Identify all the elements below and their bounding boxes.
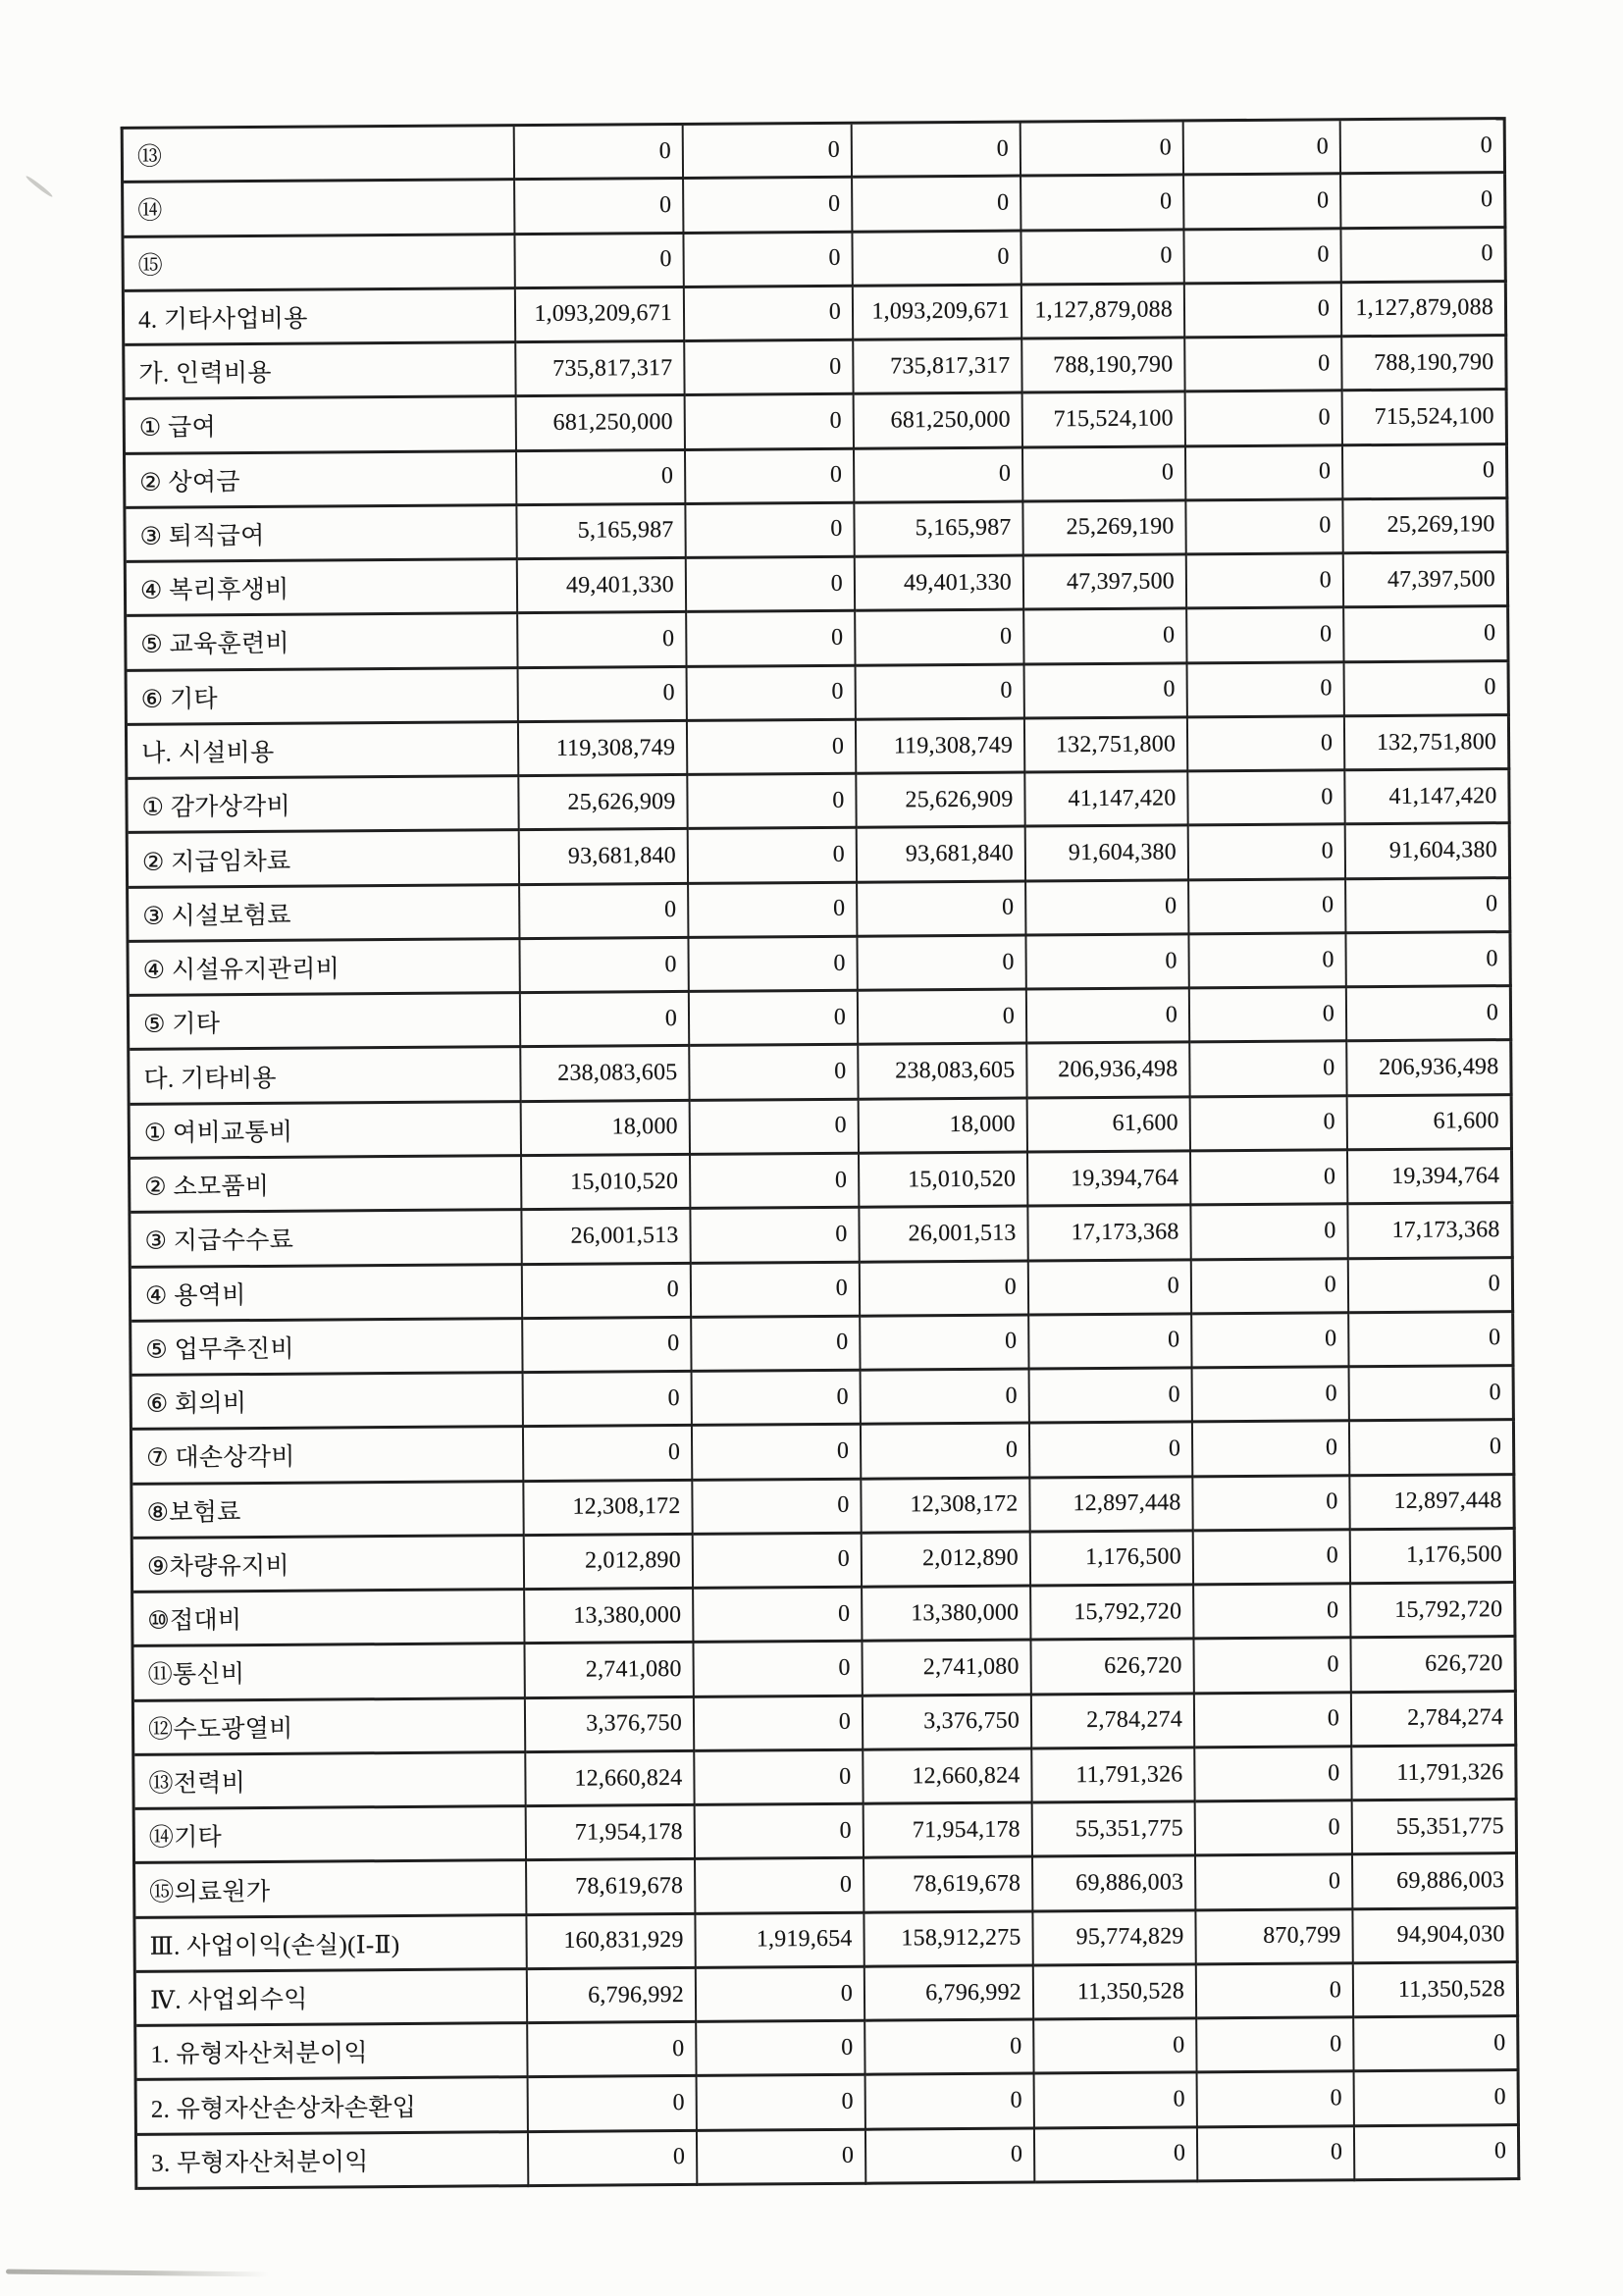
value-cell: 91,604,380 (1346, 824, 1511, 879)
value-cell: 0 (687, 558, 856, 613)
value-cell: 15,792,720 (1031, 1586, 1194, 1641)
value-cell: 1,127,879,088 (1342, 283, 1507, 338)
table-wrapper (121, 117, 1521, 2190)
value-cell: 61,600 (1348, 1096, 1513, 1151)
value-cell: 25,269,190 (1023, 501, 1186, 556)
value-cell: 11,350,528 (1034, 1965, 1197, 2020)
value-cell: 0 (1186, 392, 1343, 447)
value-cell: 11,791,326 (1352, 1747, 1517, 1801)
value-cell: 93,681,840 (520, 830, 689, 885)
value-cell: 0 (692, 1317, 861, 1372)
row-label-cell: ③ 시설보험료 (129, 886, 520, 943)
financial-table (121, 117, 1521, 2190)
value-cell: 0 (689, 938, 858, 993)
row-label-cell: ⑥ 회의비 (132, 1374, 524, 1431)
value-cell: 238,083,605 (859, 1045, 1027, 1100)
value-cell: 0 (1026, 935, 1189, 990)
value-cell: 0 (693, 1426, 862, 1481)
value-cell: 0 (524, 1373, 693, 1428)
value-cell: 626,720 (1031, 1641, 1194, 1696)
row-label-cell: ⑤ 기타 (130, 994, 521, 1051)
value-cell: 160,831,929 (527, 1915, 696, 1970)
value-cell: 0 (1035, 2128, 1198, 2183)
value-cell: 12,897,448 (1350, 1476, 1515, 1531)
value-cell: 0 (1196, 1856, 1353, 1911)
value-cell: 0 (688, 721, 857, 776)
value-cell: 0 (858, 936, 1026, 991)
value-cell: 0 (528, 2023, 697, 2078)
row-label-cell: ⑬ (124, 127, 515, 183)
value-cell: 0 (1186, 500, 1343, 555)
value-cell: 91,604,380 (1026, 827, 1189, 882)
value-cell: 25,269,190 (1343, 499, 1508, 554)
value-cell: 19,394,764 (1028, 1152, 1191, 1207)
row-label-cell: ⑭기타 (135, 1807, 527, 1864)
value-cell: 158,912,275 (864, 1912, 1033, 1967)
value-cell: 69,886,003 (1353, 1854, 1518, 1909)
row-label-cell: 나. 시설비용 (128, 723, 519, 780)
value-cell: 17,173,368 (1348, 1204, 1513, 1259)
value-cell: 0 (523, 1319, 692, 1374)
value-cell: 0 (857, 665, 1025, 720)
value-cell: 1,093,209,671 (854, 286, 1022, 340)
value-cell: 0 (1355, 2126, 1520, 2181)
value-cell: 41,147,420 (1025, 773, 1188, 828)
value-cell: 0 (861, 1262, 1029, 1317)
value-cell: 25,626,909 (519, 776, 688, 831)
value-cell: 0 (684, 125, 853, 180)
value-cell: 94,904,030 (1353, 1909, 1518, 1964)
value-cell: 0 (1341, 229, 1506, 284)
value-cell: 55,351,775 (1033, 1803, 1196, 1858)
value-cell: 0 (1030, 1369, 1193, 1424)
value-cell: 0 (696, 1805, 864, 1860)
value-cell: 0 (1035, 2074, 1198, 2129)
value-cell: 0 (686, 504, 855, 559)
value-cell: 71,954,178 (527, 1806, 696, 1861)
value-cell: 0 (865, 2021, 1034, 2076)
value-cell: 0 (694, 1589, 863, 1644)
value-cell: 41,147,420 (1345, 770, 1510, 825)
value-cell: 0 (698, 2076, 866, 2131)
value-cell: 2,784,274 (1032, 1695, 1195, 1749)
value-cell: 0 (1187, 609, 1344, 664)
value-cell: 0 (1185, 284, 1342, 339)
value-cell: 715,524,100 (1343, 391, 1508, 445)
value-cell: 0 (1343, 445, 1508, 500)
value-cell: 626,720 (1351, 1638, 1516, 1693)
value-cell: 0 (519, 668, 688, 723)
value-cell: 15,010,520 (522, 1156, 691, 1211)
row-label-cell: ⑮의료원가 (135, 1862, 527, 1919)
value-cell: 0 (1021, 231, 1184, 286)
value-cell: 0 (1354, 2017, 1519, 2072)
value-cell: 47,397,500 (1024, 555, 1187, 610)
row-label-cell: Ⅳ. 사업외수익 (136, 1970, 528, 2027)
value-cell: 0 (521, 993, 690, 1048)
value-cell: 0 (520, 885, 689, 940)
value-cell: 0 (517, 451, 686, 506)
value-cell: 13,380,000 (525, 1590, 694, 1644)
value-cell: 119,308,749 (857, 719, 1025, 774)
value-cell: 0 (515, 234, 684, 288)
value-cell: 0 (695, 1751, 864, 1806)
value-cell: 0 (1197, 1964, 1354, 2019)
value-cell: 0 (691, 1209, 860, 1264)
row-label-cell: 1. 유형자산처분이익 (136, 2024, 528, 2081)
row-label-cell: Ⅲ. 사업이익(손실)(Ⅰ-Ⅱ) (135, 1916, 527, 1973)
row-label-cell: ⑪통신비 (133, 1644, 525, 1701)
value-cell: 0 (1190, 988, 1347, 1043)
value-cell: 715,524,100 (1023, 393, 1186, 448)
value-cell: 0 (529, 2132, 698, 2187)
value-cell: 15,010,520 (860, 1154, 1028, 1209)
value-cell: 11,791,326 (1032, 1748, 1195, 1803)
row-label-cell: ⑩접대비 (133, 1591, 525, 1647)
value-cell: 0 (1350, 1421, 1515, 1476)
value-cell: 12,308,172 (524, 1481, 693, 1536)
value-cell: 0 (1194, 1640, 1351, 1695)
value-cell: 15,792,720 (1351, 1584, 1516, 1639)
value-cell: 0 (1184, 121, 1341, 176)
value-cell: 0 (1191, 1205, 1348, 1260)
value-cell: 0 (685, 341, 854, 396)
value-cell: 0 (858, 882, 1026, 937)
value-cell: 2,741,080 (525, 1644, 694, 1698)
row-label-cell: 가. 인력비용 (125, 343, 516, 400)
value-cell: 55,351,775 (1353, 1800, 1518, 1855)
value-cell: 0 (1026, 881, 1189, 936)
value-cell: 47,397,500 (1344, 553, 1509, 608)
row-label-cell: ② 소모품비 (131, 1157, 522, 1214)
value-cell: 95,774,829 (1033, 1911, 1196, 1966)
row-label-cell: ⑮ (124, 235, 515, 292)
value-cell: 0 (684, 233, 853, 287)
value-cell: 12,660,824 (864, 1749, 1032, 1804)
row-label-cell: ⑬전력비 (134, 1753, 526, 1810)
value-cell: 0 (1192, 1260, 1349, 1315)
value-cell: 0 (691, 1155, 860, 1210)
value-cell: 0 (1349, 1313, 1514, 1368)
value-cell: 0 (861, 1316, 1029, 1371)
value-cell: 0 (698, 2130, 866, 2185)
value-cell: 0 (686, 395, 855, 450)
value-cell: 0 (1024, 610, 1187, 665)
row-label-cell: 다. 기타비용 (130, 1049, 521, 1106)
value-cell: 0 (1192, 1314, 1349, 1369)
row-label-cell: 2. 유형자산손상차손환입 (137, 2079, 529, 2136)
value-cell: 0 (862, 1425, 1030, 1480)
value-cell: 0 (1184, 176, 1341, 231)
value-cell: 0 (688, 666, 857, 721)
value-cell: 0 (853, 124, 1021, 179)
value-cell: 0 (688, 775, 857, 830)
row-label-cell: ① 여비교통비 (131, 1103, 522, 1160)
value-cell: 0 (1350, 1367, 1515, 1422)
value-cell: 12,308,172 (862, 1479, 1030, 1534)
value-cell: 12,660,824 (526, 1752, 695, 1807)
value-cell: 26,001,513 (860, 1208, 1028, 1263)
value-cell: 2,784,274 (1352, 1693, 1517, 1748)
value-cell: 0 (1198, 2073, 1355, 2128)
value-cell: 0 (866, 2129, 1035, 2184)
value-cell: 0 (862, 1371, 1030, 1426)
row-label-cell: ⑫수도광열비 (134, 1699, 526, 1756)
value-cell: 93,681,840 (858, 828, 1026, 883)
value-cell: 0 (684, 179, 853, 234)
value-cell: 0 (685, 287, 854, 342)
value-cell: 735,817,317 (854, 340, 1022, 395)
value-cell: 0 (853, 178, 1021, 233)
value-cell: 0 (696, 1859, 864, 1914)
value-cell: 1,176,500 (1351, 1530, 1516, 1585)
value-cell: 25,626,909 (857, 774, 1025, 829)
value-cell: 0 (694, 1535, 863, 1590)
value-cell: 0 (1347, 987, 1512, 1042)
value-cell: 0 (1184, 230, 1341, 285)
value-cell: 6,796,992 (528, 1969, 697, 2024)
value-cell: 78,619,678 (527, 1860, 696, 1915)
value-cell: 1,093,209,671 (516, 288, 685, 343)
value-cell: 0 (1198, 2127, 1355, 2182)
row-label-cell: ⑭ (124, 181, 515, 237)
value-cell: 2,012,890 (525, 1536, 694, 1591)
value-cell: 2,012,890 (863, 1533, 1031, 1588)
scan-artifact-page-edge (6, 2270, 269, 2277)
value-cell: 0 (690, 992, 859, 1047)
value-cell: 18,000 (860, 1099, 1028, 1154)
value-cell: 0 (1021, 122, 1184, 177)
value-cell: 0 (515, 126, 684, 181)
value-cell: 870,799 (1196, 1910, 1353, 1965)
value-cell: 0 (692, 1263, 861, 1318)
row-label-cell: ⑦ 대손상각비 (132, 1428, 524, 1485)
value-cell: 78,619,678 (864, 1858, 1033, 1913)
value-cell: 132,751,800 (1025, 718, 1188, 773)
value-cell: 0 (1034, 2020, 1197, 2075)
value-cell: 788,190,790 (1342, 337, 1507, 391)
value-cell: 5,165,987 (855, 502, 1023, 557)
value-cell: 0 (518, 613, 687, 668)
value-cell: 0 (697, 1968, 865, 2023)
value-cell: 61,600 (1028, 1098, 1191, 1153)
row-label-cell: ④ 용역비 (131, 1266, 523, 1323)
row-label-cell: ⑥ 기타 (128, 669, 519, 726)
value-cell: 0 (1197, 2018, 1354, 2073)
value-cell: 0 (1189, 826, 1346, 881)
value-cell: 11,350,528 (1354, 1963, 1519, 2018)
value-cell: 18,000 (522, 1102, 691, 1157)
value-cell: 0 (1185, 338, 1342, 392)
value-cell: 26,001,513 (522, 1210, 691, 1265)
value-cell: 0 (1194, 1585, 1351, 1640)
value-cell: 0 (694, 1643, 863, 1697)
value-cell: 0 (686, 449, 855, 504)
value-cell: 681,250,000 (855, 394, 1023, 449)
value-cell: 0 (1346, 933, 1511, 988)
value-cell: 6,796,992 (865, 1966, 1034, 2021)
value-cell: 0 (523, 1264, 692, 1319)
value-cell: 0 (691, 1100, 860, 1155)
value-cell: 735,817,317 (516, 342, 685, 397)
value-cell: 13,380,000 (863, 1588, 1031, 1643)
row-label-cell: ④ 시설유지관리비 (129, 940, 520, 997)
value-cell: 69,886,003 (1033, 1857, 1196, 1912)
value-cell: 0 (1188, 663, 1345, 718)
value-cell: 0 (689, 829, 858, 884)
value-cell: 0 (695, 1696, 864, 1751)
value-cell: 5,165,987 (517, 505, 686, 560)
row-label-cell: ③ 지급수수료 (131, 1211, 522, 1268)
value-cell: 0 (1345, 662, 1510, 717)
value-cell: 0 (1194, 1531, 1351, 1586)
value-cell: 0 (1341, 120, 1506, 175)
value-cell: 0 (1346, 879, 1511, 934)
row-label-cell: ② 지급임차료 (129, 832, 520, 889)
value-cell: 17,173,368 (1028, 1207, 1191, 1262)
value-cell: 0 (1187, 554, 1344, 609)
value-cell: 0 (855, 448, 1023, 503)
value-cell: 1,127,879,088 (1022, 285, 1185, 339)
row-label-cell: ③ 퇴직급여 (126, 506, 517, 563)
value-cell: 0 (693, 1372, 862, 1427)
value-cell: 0 (866, 2075, 1035, 2130)
value-cell: 132,751,800 (1345, 716, 1510, 771)
value-cell: 3,376,750 (864, 1696, 1032, 1750)
value-cell: 0 (1344, 607, 1509, 662)
value-cell: 12,897,448 (1030, 1478, 1193, 1533)
value-cell: 0 (524, 1427, 693, 1482)
row-label-cell: ⑧보험료 (132, 1483, 524, 1539)
value-cell: 0 (693, 1480, 862, 1535)
row-label-cell: 4. 기타사업비용 (125, 289, 516, 346)
value-cell: 0 (1355, 2072, 1520, 2127)
value-cell: 3,376,750 (526, 1698, 695, 1753)
value-cell: 0 (1191, 1151, 1348, 1206)
row-label-cell: ① 감가상각비 (128, 777, 519, 834)
value-cell: 0 (1341, 174, 1506, 229)
row-label-cell: 3. 무형자산처분이익 (137, 2133, 529, 2190)
value-cell: 71,954,178 (864, 1804, 1033, 1859)
value-cell: 0 (515, 180, 684, 235)
value-cell: 0 (1349, 1259, 1514, 1314)
value-cell: 2,741,080 (863, 1642, 1031, 1696)
value-cell: 0 (1027, 990, 1190, 1045)
value-cell: 0 (1195, 1748, 1352, 1802)
value-cell: 0 (1195, 1694, 1352, 1748)
row-label-cell: ④ 복리후생비 (127, 560, 518, 617)
value-cell: 0 (1025, 664, 1188, 719)
value-cell: 0 (1193, 1477, 1350, 1532)
value-cell: 206,936,498 (1347, 1042, 1512, 1097)
row-label-cell: ② 상여금 (126, 452, 517, 509)
value-cell: 49,401,330 (856, 557, 1024, 612)
value-cell: 1,176,500 (1031, 1532, 1194, 1587)
value-cell: 681,250,000 (517, 396, 686, 451)
value-cell: 788,190,790 (1022, 339, 1185, 393)
value-cell: 0 (520, 939, 689, 994)
value-cell: 0 (529, 2077, 698, 2132)
value-cell: 0 (1193, 1368, 1350, 1423)
value-cell: 0 (687, 612, 856, 667)
row-label-cell: ⑤ 교육훈련비 (127, 614, 518, 671)
value-cell: 0 (1188, 717, 1345, 772)
value-cell: 206,936,498 (1027, 1044, 1190, 1099)
scan-artifact-stroke (25, 175, 53, 198)
value-cell: 0 (1193, 1423, 1350, 1478)
value-cell: 0 (1029, 1315, 1192, 1370)
value-cell: 119,308,749 (519, 722, 688, 777)
value-cell: 19,394,764 (1348, 1150, 1513, 1205)
value-cell: 0 (690, 1046, 859, 1101)
value-cell: 0 (1030, 1424, 1193, 1479)
value-cell: 0 (859, 991, 1027, 1046)
value-cell: 0 (1191, 1097, 1348, 1152)
value-cell: 238,083,605 (521, 1047, 690, 1102)
value-cell: 1,919,654 (696, 1913, 864, 1968)
value-cell: 0 (689, 883, 858, 938)
value-cell: 0 (1029, 1261, 1192, 1316)
row-label-cell: ① 급여 (126, 397, 517, 454)
value-cell: 0 (1186, 446, 1343, 501)
value-cell: 0 (1188, 771, 1345, 826)
value-cell: 0 (856, 611, 1024, 666)
value-cell: 0 (853, 232, 1021, 287)
row-label-cell: ⑨차량유지비 (133, 1537, 525, 1593)
value-cell: 0 (1023, 447, 1186, 502)
value-cell: 0 (1190, 1043, 1347, 1098)
value-cell: 0 (1189, 880, 1346, 935)
value-cell: 0 (1021, 177, 1184, 232)
row-label-cell: ⑤ 업무추진비 (131, 1320, 523, 1377)
value-cell: 0 (1196, 1801, 1353, 1856)
value-cell: 0 (1189, 934, 1346, 989)
value-cell: 49,401,330 (518, 559, 687, 614)
value-cell: 0 (697, 2022, 865, 2077)
